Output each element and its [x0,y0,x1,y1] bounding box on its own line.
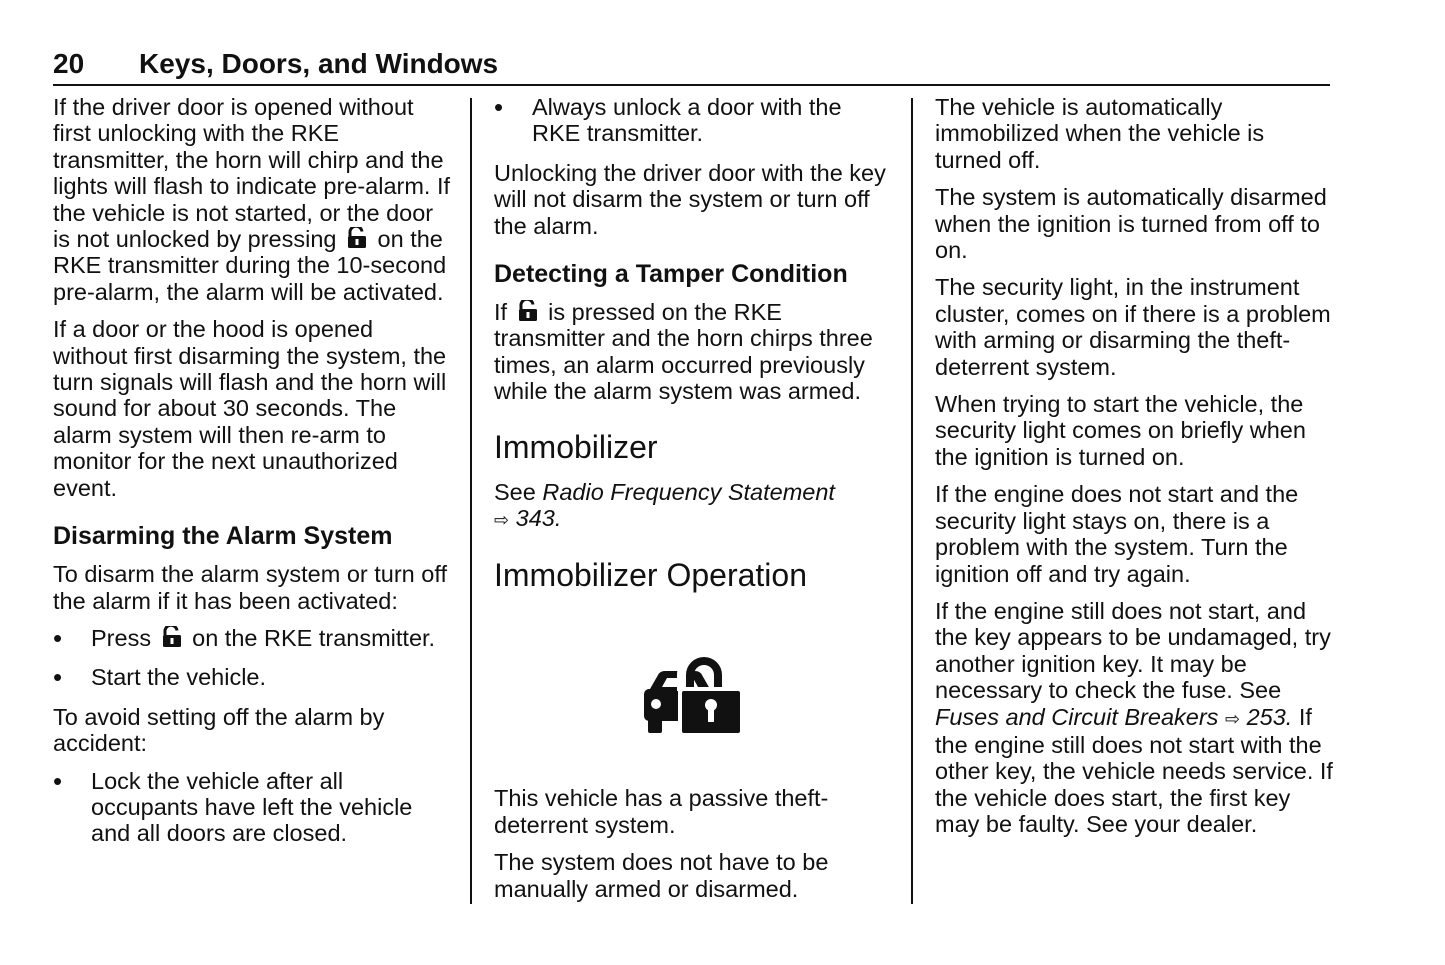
xref-radio-frequency[interactable]: Radio Frequency Statement [542,478,835,505]
heading-immobilizer: Immobilizer [494,428,658,465]
unlock-icon [518,300,538,322]
heading-disarming: Disarming the Alarm System [53,522,393,551]
paragraph-start-vehicle: When trying to start the vehicle, the security light comes on briefly when the ignition is turned on. [935,391,1306,470]
xref-page-number[interactable]: 253 [1246,703,1286,730]
disarm-steps [53,625,453,691]
xref-arrow-icon: ⇨ [1224,708,1241,729]
xref-arrow-icon: ⇨ [494,510,510,531]
unlock-icon [162,626,182,648]
paragraph-avoid-alarm: To avoid setting off the alarm by accident: [53,703,385,757]
heading-immobilizer-operation: Immobilizer Operation [494,557,807,594]
column-divider-1 [470,98,472,904]
section-title: Keys, Doors, and Windows [139,48,499,79]
avoid-alarm-steps [53,768,453,847]
list-item: • Lock the vehicle after all occupants have left the vehicle and all doors are closed. [53,768,453,847]
heading-tamper: Detecting a Tamper Condition [494,260,848,289]
list-item: • Always unlock a door with the RKE transmitter. [494,94,894,147]
paragraph-passive-system: This vehicle has a passive theft-deterrent system. [494,785,829,838]
paragraph-security-light: The security light, in the instrument cluster, comes on if there is a problem with arming or disarming the theft-deterrent system. [935,274,1331,380]
unlock-icon [347,227,367,249]
page-header [53,46,1330,86]
paragraph-auto-immobilized: The vehicle is automatically immobilized when the vehicle is turned off. [935,94,1265,173]
xref-page-number[interactable]: 343 [515,505,555,532]
vehicle-security-light-icon [640,653,744,739]
paragraph-not-armed: The system does not have to be manually armed or disarmed. [494,849,829,902]
paragraph-door-opened: If a door or the hood is opened without first disarming the system, the turn signals will flash and the horn will sound for about 30 seconds. The alarm system will then re-arm to monitor for the next unauthorized event. [53,316,447,501]
paragraph-tamper: If is pressed on the RKE transmitter and the horn chirps three times, an alarm occurred previously while the alarm system was armed. [494,299,873,405]
paragraph-pre-alarm: If the driver door is opened without first unlocking with the RKE transmitter, the horn will chirp and the lights will flash to indicate pre-alarm. If the vehicle is not started, or the door is not unlocked by pressing on the RKE transmitter during the 10-second pre-alarm, the alarm will be activated. [53,94,451,305]
paragraph-disarm-intro: To disarm the alarm system or turn off the alarm if it has been activated: [53,561,447,614]
page-number: 20 [53,48,85,79]
column-3 [935,94,1335,849]
unlock-tips [494,94,894,147]
column-1 [53,94,453,860]
paragraph-engine-not-start: If the engine does not start and the security light stays on, there is a problem with the system. Turn the ignition off and try again. [935,481,1299,587]
column-divider-2 [911,98,913,904]
paragraph-key-unlock: Unlocking the driver door with the key will not disarm the system or turn off the alarm. [494,159,886,239]
xref-fuses-circuit-breakers[interactable]: Fuses and Circuit Breakers [935,703,1219,730]
list-item: • Press on the RKE transmitter. [53,625,453,651]
paragraph-auto-disarmed: The system is automatically disarmed when the ignition is turned from off to on. [935,184,1327,264]
column-2 [494,94,894,913]
paragraph-see-radio: See Radio Frequency Statement ⇨ 343. [494,478,835,532]
list-item: • Start the vehicle. [53,664,453,690]
paragraph-try-another-key: If the engine still does not start, and the key appears to be undamaged, try another ignition key. It may be necessary to check the fuse. See Fuses and Circuit Breakers ⇨ 253. If the engine still does not start with the other key, the vehicle needs service. If the vehicle does start, the first key may be faulty. See your dealer. [935,597,1333,838]
